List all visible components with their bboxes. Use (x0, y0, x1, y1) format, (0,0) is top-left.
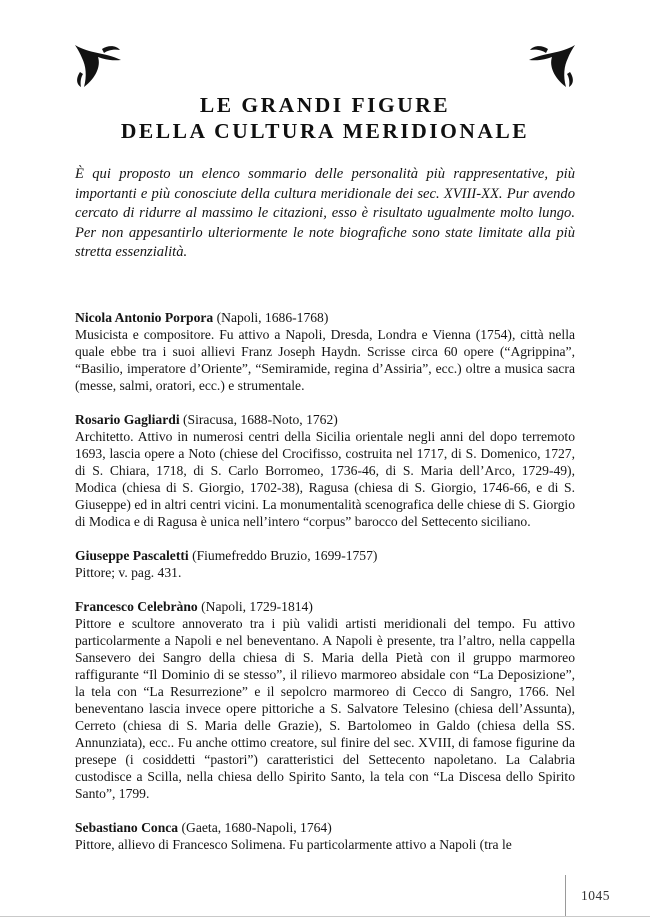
entry-body: Architetto. Attivo in numerosi centri della Sicilia orientale negli anni del dopo terremoto 1693, lascia opere a Noto (chiese del Crocifisso, costruita nel 1717, di S. Domenico, 1727, di S. Chiara, 1718, di S. Carlo Borromeo, 1736-46, di S. Maria dell’Arco, 1729-49), Modica (chiesa di S. Giorgio, 1702-38), Ragusa (chiesa di S. Giorgio, 1746-66, e di S. Giuseppe) ed in altri centri vicini. La monumentalità scenografica delle chiese di S. Giorgio di Modica e di Ragusa è unica nell’intero “corpus” barocco del Settecento siciliano. (75, 428, 575, 529)
page-number: 1045 (581, 887, 610, 903)
entry-name: Sebastiano Conca (75, 819, 179, 835)
page-number-area (565, 875, 650, 916)
entry-dates: (Gaeta, 1680-Napoli, 1764) (181, 819, 332, 835)
entry-heading (75, 309, 575, 326)
entry-body: Pittore; v. pag. 431. (75, 564, 182, 580)
entry-porpora (75, 309, 575, 394)
entry-dates: (Fiumefreddo Bruzio, 1699-1757) (192, 547, 378, 563)
entry-body: Musicista e compositore. Fu attivo a Napoli, Dresda, Londra e Vienna (1754), città nella quale ebbe tra i suoi allievi Franz Joseph Haydn. Scrisse circa 60 opere (“Agrippina”, “Basilio, imperatore d’Oriente”, “Semiramide, regina d’Assiria”, ecc.) oltre a musica sacra (messe, salmi, oratori, ecc.) e strumentale. (75, 326, 575, 393)
entry-name: Giuseppe Pascaletti (75, 547, 189, 563)
entry-heading (75, 819, 575, 836)
entry-gagliardi (75, 411, 575, 530)
biography-entries (75, 309, 575, 853)
entry-pascaletti (75, 547, 575, 581)
entry-heading (75, 598, 575, 615)
entry-body: Pittore e scultore annoverato tra i più validi artisti meridionali del tempo. Fu attivo particolarmente a Napoli e nel beneventano. A Napoli è presente, tra l’altro, nella cappella Sansevero dei Sangro della chiesa di S. Maria della Pietà con il gruppo marmoreo raffigurante “Il Dominio di se stesso”, il rilievo marmoreo absidale con “La Deposizione”, la tela con “La Resurrezione” e il sepolcro marmoreo di Cecco di Sangro, 1766. Nel beneventano lascia invece opere pittoriche a S. Salvatore Telesino (chiesa dell’Assunta), Cerreto (chiesa di S. Maria delle Grazie), S. Bartolomeo in Galdo (chiesa della SS. Annunziata), ecc.. Fu anche ottimo creatore, sul finire del sec. XVIII, di famose figurine da presepe (i cosiddetti “pastori”) caratteristici del Settecento napoletano. La Calabria custodisce a Scilla, nella chiesa dello Spirito Santo, la tela con “La Discesa dello Spirito Santo”, 1799. (75, 615, 575, 801)
entry-dates: (Siracusa, 1688-Noto, 1762) (183, 411, 338, 427)
entry-name: Rosario Gagliardi (75, 411, 180, 427)
entry-heading (75, 547, 575, 564)
page-title (75, 0, 575, 144)
entry-dates: (Napoli, 1729-1814) (201, 598, 313, 614)
page-content (75, 0, 575, 870)
page-title-line1: LE GRANDI FIGURE (199, 93, 451, 117)
entry-name: Nicola Antonio Porpora (75, 309, 214, 325)
entry-heading (75, 411, 575, 428)
page-title-line2: DELLA CULTURA MERIDIONALE (120, 119, 530, 143)
entry-name: Francesco Celebràno (75, 598, 198, 614)
intro-paragraph: È qui proposto un elenco sommario delle personalità più rappresentative, più importanti e più conosciute della cultura meridionale dei sec. XVIII-XX. Pur avendo cercato di ridurre al massimo le citazioni, esso è risultato ugualmente molto lungo. Per non appesantirlo ulteriormente le note biografiche sono state limitate alla più stretta essenzialità. (75, 166, 575, 261)
entry-celebrano (75, 598, 575, 802)
entry-dates: (Napoli, 1686-1768) (216, 309, 329, 325)
entry-conca (75, 819, 575, 853)
entry-body: Pittore, allievo di Francesco Solimena. Fu particolarmente attivo a Napoli (tra le (75, 836, 512, 852)
